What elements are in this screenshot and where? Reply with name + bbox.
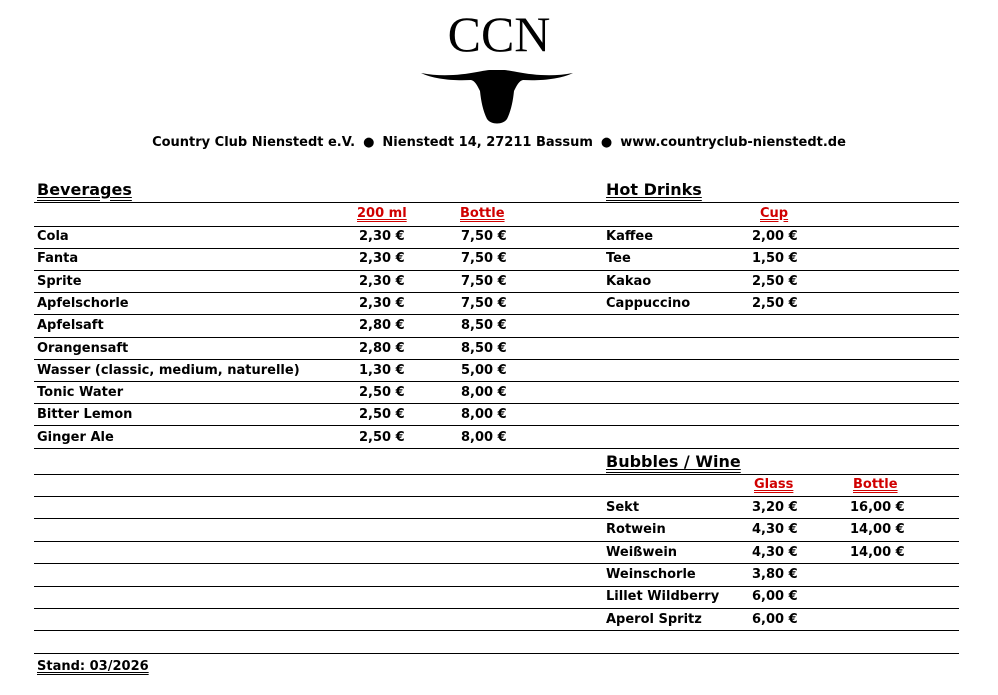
wine-price-glass: 6,00 € <box>752 611 798 627</box>
beverage-price-200ml: 2,50 € <box>359 407 405 423</box>
beverage-name: Sprite <box>37 273 82 289</box>
beverage-name: Ginger Ale <box>37 429 114 445</box>
wine-price-bottle: 14,00 € <box>850 544 905 560</box>
wine-name: Weißwein <box>606 544 678 560</box>
hot-drink-name: Kaffee <box>606 229 654 244</box>
hot-drink-name: Cappuccino <box>606 295 691 311</box>
beverage-price-bottle: 8,00 € <box>461 407 507 423</box>
row-divider <box>34 496 959 497</box>
wine-name: Rotwein <box>606 522 666 538</box>
row-divider <box>34 403 959 404</box>
beverage-price-200ml: 2,50 € <box>359 385 405 401</box>
hot-drinks-title: Hot Drinks <box>606 180 702 199</box>
row-divider <box>34 474 959 475</box>
beverage-name: Wasser (classic, medium, naturelle) <box>37 362 300 378</box>
hot-drink-name: Kakao <box>606 273 652 289</box>
beverage-name: Orangensaft <box>37 340 129 356</box>
row-divider <box>34 653 959 654</box>
bubbles-col-bottle: Bottle <box>853 477 898 492</box>
club-name: Country Club Nienstedt e.V. <box>152 135 356 150</box>
beverage-price-200ml: 2,30 € <box>359 229 405 244</box>
beverage-price-200ml: 2,80 € <box>359 318 405 334</box>
beverage-price-bottle: 7,50 € <box>461 273 507 289</box>
bubbles-col-glass: Glass <box>754 477 794 492</box>
beverages-title: Beverages <box>37 180 132 199</box>
beverage-price-200ml: 1,30 € <box>359 362 405 378</box>
row-divider <box>34 586 959 587</box>
hot-drink-name: Tee <box>606 251 631 267</box>
address-line <box>0 134 998 152</box>
beverage-price-bottle: 8,00 € <box>461 429 507 445</box>
wine-price-bottle: 14,00 € <box>850 522 905 538</box>
beverage-name: Tonic Water <box>37 385 124 401</box>
beverage-name: Cola <box>37 229 69 244</box>
wine-price-glass: 4,30 € <box>752 544 798 560</box>
beverage-price-200ml: 2,30 € <box>359 251 405 267</box>
row-divider <box>34 563 959 564</box>
beverage-name: Fanta <box>37 251 79 267</box>
row-divider <box>34 292 959 293</box>
club-address: Nienstedt 14, 27211 Bassum <box>382 135 593 150</box>
beverage-price-bottle: 7,50 € <box>461 229 507 244</box>
beverage-name: Apfelsaft <box>37 318 104 334</box>
row-divider <box>34 337 959 338</box>
wine-price-bottle: 16,00 € <box>850 500 905 515</box>
wine-name: Lillet Wildberry <box>606 589 720 605</box>
row-divider <box>34 381 959 382</box>
bullet-icon: ● <box>363 135 375 150</box>
beverage-name: Bitter Lemon <box>37 407 133 423</box>
wine-price-glass: 6,00 € <box>752 589 798 605</box>
beverage-price-bottle: 8,50 € <box>461 340 507 356</box>
wine-name: Aperol Spritz <box>606 611 702 627</box>
wine-price-glass: 3,80 € <box>752 566 798 582</box>
row-divider <box>34 226 959 227</box>
logo-text: CCN <box>447 6 551 62</box>
wine-name: Weinschorle <box>606 566 696 582</box>
hot-drinks-col-cup: Cup <box>760 206 789 221</box>
row-divider <box>34 314 959 315</box>
bullet-icon: ● <box>600 135 613 150</box>
beverage-name: Apfelschorle <box>37 295 129 311</box>
beverage-price-200ml: 2,30 € <box>359 295 405 311</box>
row-divider <box>34 630 959 631</box>
club-website[interactable]: www.countryclub-nienstedt.de <box>620 135 846 150</box>
beverage-price-bottle: 7,50 € <box>461 251 507 267</box>
bubbles-title: Bubbles / Wine <box>606 452 741 471</box>
beverage-price-bottle: 5,00 € <box>461 362 507 378</box>
row-divider <box>34 248 959 249</box>
hot-drink-price-cup: 2,50 € <box>752 295 798 311</box>
bull-logo <box>421 67 573 127</box>
beverage-price-200ml: 2,80 € <box>359 340 405 356</box>
wine-price-glass: 3,20 € <box>752 500 798 515</box>
row-divider <box>34 202 959 203</box>
row-divider <box>34 541 959 542</box>
row-divider <box>34 518 959 519</box>
beverage-price-200ml: 2,30 € <box>359 273 405 289</box>
hot-drink-price-cup: 1,50 € <box>752 251 798 267</box>
beverages-col-bottle: Bottle <box>460 206 505 221</box>
wine-name: Sekt <box>606 500 640 515</box>
stand-date: Stand: 03/2026 <box>37 659 149 674</box>
beverage-price-bottle: 8,50 € <box>461 318 507 334</box>
row-divider <box>34 359 959 360</box>
row-divider <box>34 608 959 609</box>
row-divider <box>34 448 959 449</box>
wine-price-glass: 4,30 € <box>752 522 798 538</box>
row-divider <box>34 270 959 271</box>
row-divider <box>34 425 959 426</box>
beverage-price-200ml: 2,50 € <box>359 429 405 445</box>
hot-drink-price-cup: 2,50 € <box>752 273 798 289</box>
hot-drink-price-cup: 2,00 € <box>752 229 798 244</box>
beverages-col-200ml: 200 ml <box>357 206 407 221</box>
beverage-price-bottle: 8,00 € <box>461 385 507 401</box>
beverage-price-bottle: 7,50 € <box>461 295 507 311</box>
